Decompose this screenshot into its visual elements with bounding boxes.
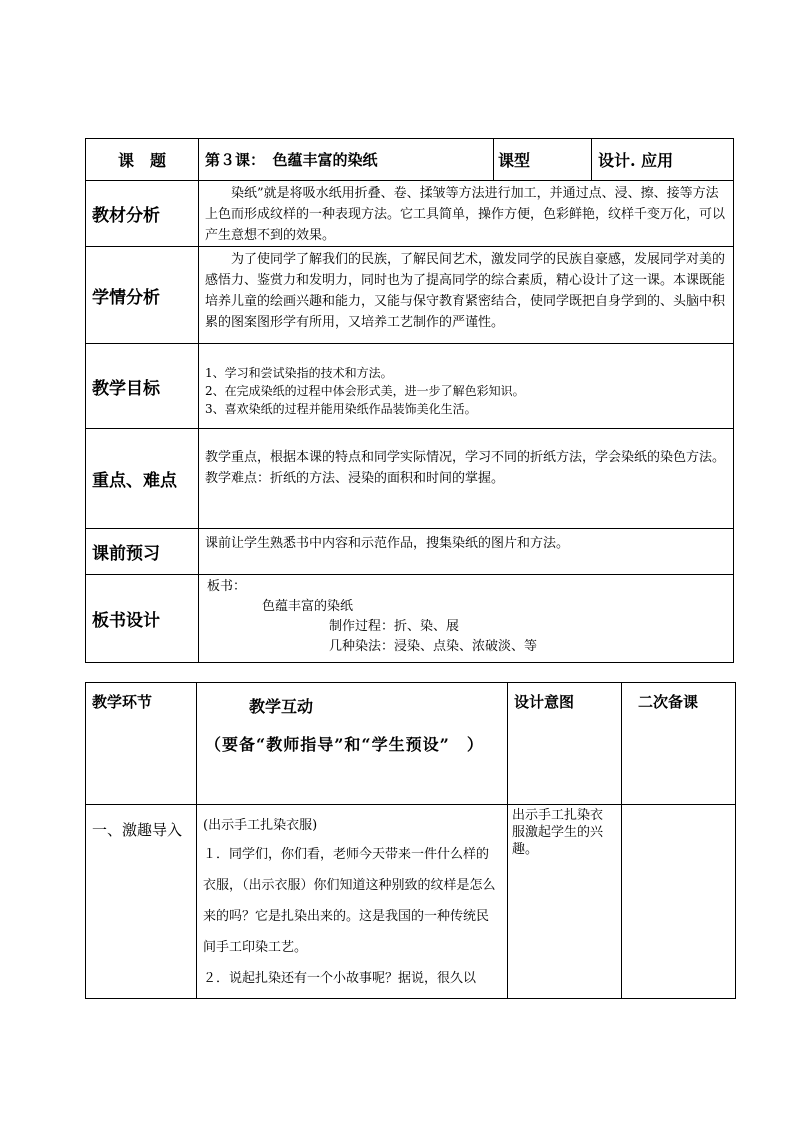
board-design (199, 575, 734, 663)
preview-label: 课前预习 (86, 529, 199, 575)
board-line: 色蕴丰富的染纸 (262, 599, 354, 614)
goal-item: 1、学习和尝试染指的技术和方法。 (205, 366, 393, 380)
teaching-process-table (85, 682, 736, 999)
intro-paragraph: ２．说起扎染还有一个小故事呢？据说，很久以 (203, 971, 477, 986)
type-value: 设计. 应用 (592, 139, 734, 181)
preview-text: 课前让学生熟悉书中内容和示范作品，搜集染纸的图片和方法。 (199, 529, 734, 575)
goal-item: 3、喜欢染纸的过程并能用染纸作品装饰美化生活。 (205, 402, 477, 416)
intro-note: (出示手工扎染衣服) (203, 818, 318, 833)
col-second-prep-header: 二次备课 (622, 683, 736, 805)
student-analysis-text: 为了使同学了解我们的民族，了解民间艺术，激发同学的民族自豪感，发展同学对美的感悟力、鉴赏力和发明力，同时也为了提高同学的综合素质，精心设计了这一课。本课既能培养儿童的绘画兴趣和能力，又能与保守教育紧密结合，使同学既把自身学到的、头脑中积累的图案图形学有所用，又培养工艺制作的严谨性。 (199, 247, 734, 344)
difficulty-text: 教学难点：折纸的方法、浸染的面积和时间的掌握。 (205, 471, 505, 486)
key-point-text: 教学重点，根据本课的特点和同学实际情况，学习不同的折纸方法，学会染纸的染色方法。 (205, 450, 726, 465)
col-intent-header: 设计意图 (508, 683, 622, 805)
key-points-label: 重点、难点 (86, 429, 199, 529)
topic-label: 课 题 (86, 139, 199, 181)
board-line: 几种染法：浸染、点染、浓破淡、等 (329, 639, 538, 654)
goal-item: 2、在完成染纸的过程中体会形式美，进一步了解色彩知识。 (205, 384, 525, 398)
key-points (199, 429, 734, 529)
board-line: 板书： (207, 579, 247, 594)
stage-intro-content (197, 805, 508, 999)
stage-intro-second-prep (622, 805, 736, 999)
teaching-goals (199, 344, 734, 429)
col-stage-header: 教学环节 (86, 683, 197, 805)
stage-intro-intent: 出示手工扎染衣服激起学生的兴趣。 (508, 805, 622, 999)
board-line: 制作过程：折、染、展 (329, 619, 460, 634)
teaching-goals-label: 教学目标 (86, 344, 199, 429)
interaction-subtitle: （要备“教师指导”和“学生预设” ） (205, 735, 484, 754)
lesson-info-table (85, 138, 734, 663)
material-analysis-label: 教材分析 (86, 181, 199, 247)
student-analysis-label: 学情分析 (86, 247, 199, 344)
type-label: 课型 (494, 139, 592, 181)
interaction-title: 教学互动 (249, 697, 314, 716)
board-design-label: 板书设计 (86, 575, 199, 663)
stage-intro: 一、激趣导入 (86, 805, 197, 999)
material-analysis-text: 染纸”就是将吸水纸用折叠、卷、揉皱等方法进行加工，并通过点、浸、擦、接等方法上色而形成纹样的一种表现方法。它工具简单，操作方便，色彩鲜艳，纹样千变万化，可以产生意想不到的效果。 (199, 181, 734, 247)
col-interaction-header (197, 683, 508, 805)
topic-value: 第３课： 色蕴丰富的染纸 (199, 139, 494, 181)
intro-paragraph: １．同学们，你们看，老师今天带来一件什么样的衣服，（出示衣服）你们知道这种别致的纹样是怎么来的吗？它是扎染出来的。这是我国的一种传统民间手工印染工艺。 (203, 847, 496, 955)
